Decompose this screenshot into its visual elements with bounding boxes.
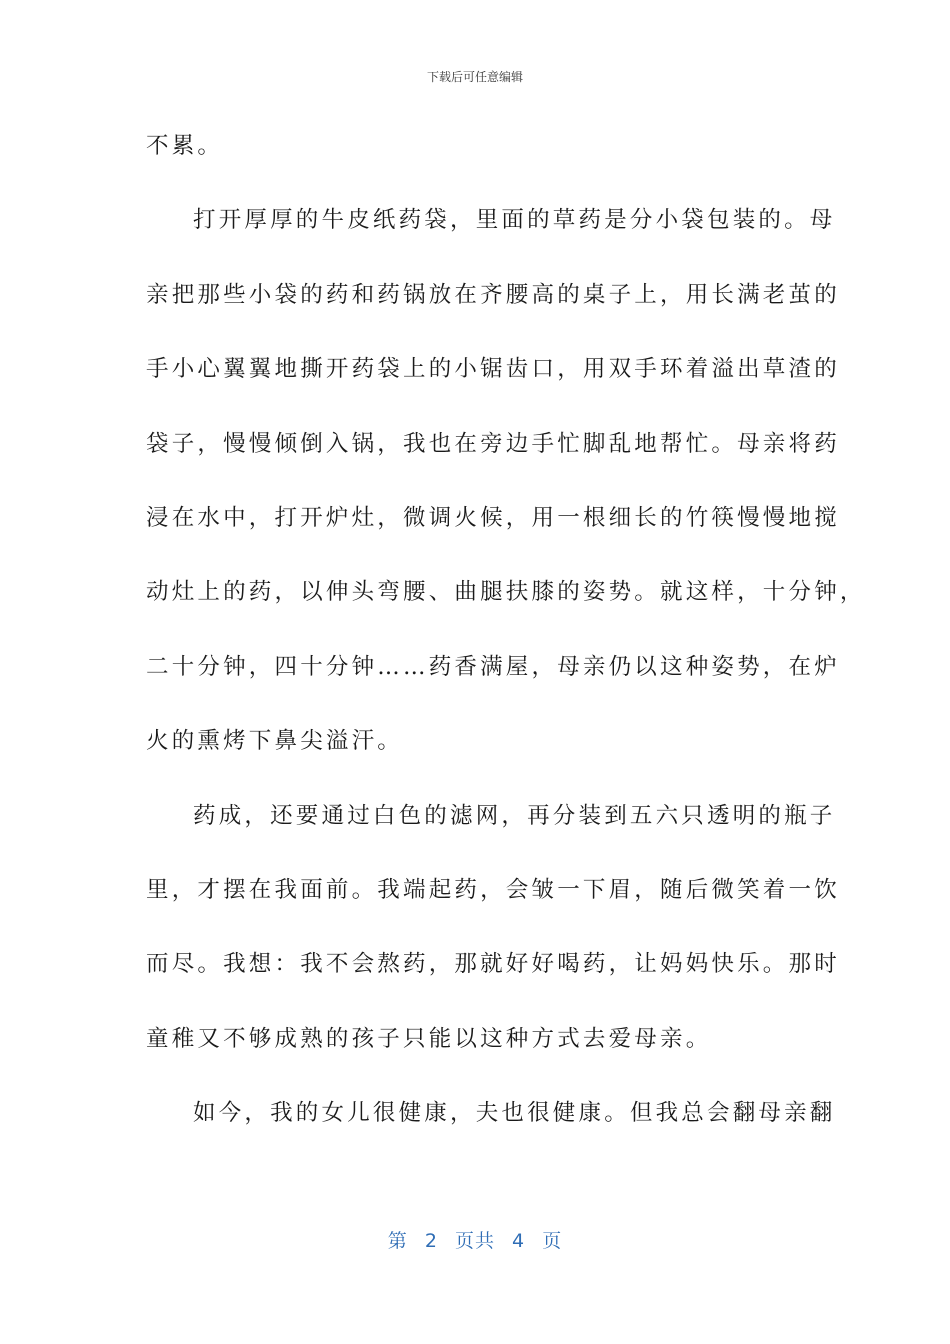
text-line-3: 亲把那些小袋的药和药锅放在齐腰高的桌子上，用长满老茧的 [146, 281, 840, 308]
page-middle-text: 页共 [454, 1230, 495, 1252]
text-line-9: 火的熏烤下鼻尖溢汗。 [146, 728, 404, 755]
page-suffix: 页 [542, 1230, 563, 1252]
current-page-number: 2 [424, 1230, 438, 1252]
text-line-12: 而尽。我想：我不会熬药，那就好好喝药，让妈妈快乐。那时 [146, 951, 840, 978]
text-line-11: 里，才摆在我面前。我端起药，会皱一下眉，随后微笑着一饮 [146, 876, 840, 903]
page-footer [0, 1226, 950, 1253]
text-line-4: 手小心翼翼地撕开药袋上的小锯齿口，用双手环着溢出草渣的 [146, 356, 840, 383]
text-line-1: 不累。 [146, 133, 224, 159]
total-pages-number: 4 [512, 1230, 526, 1252]
paragraph-start-line: 药成，还要通过白色的滤网，再分装到五六只透明的瓶子 [193, 802, 836, 829]
page-header: 下载后可任意编辑 [426, 70, 523, 84]
text-line-6: 浸在水中，打开炉灶，微调火候，用一根细长的竹筷慢慢地搅 [146, 504, 840, 531]
text-line-8: 二十分钟，四十分钟……药香满屋，母亲仍以这种姿势，在炉 [146, 653, 840, 680]
document-body [146, 122, 866, 1163]
text-line-13: 童稚又不够成熟的孩子只能以这种方式去爱母亲。 [146, 1025, 712, 1052]
text-line-7: 动灶上的药，以伸头弯腰、曲腿扶膝的姿势。就这样，十分钟， [146, 579, 866, 606]
paragraph-start-line: 如今，我的女儿很健康，夫也很健康。但我总会翻母亲翻 [193, 1100, 836, 1127]
page-prefix: 第 [387, 1230, 408, 1252]
paragraph-start-line: 打开厚厚的牛皮纸药袋，里面的草药是分小袋包装的。母 [193, 207, 836, 234]
text-line-5: 袋子，慢慢倾倒入锅，我也在旁边手忙脚乱地帮忙。母亲将药 [146, 430, 840, 457]
